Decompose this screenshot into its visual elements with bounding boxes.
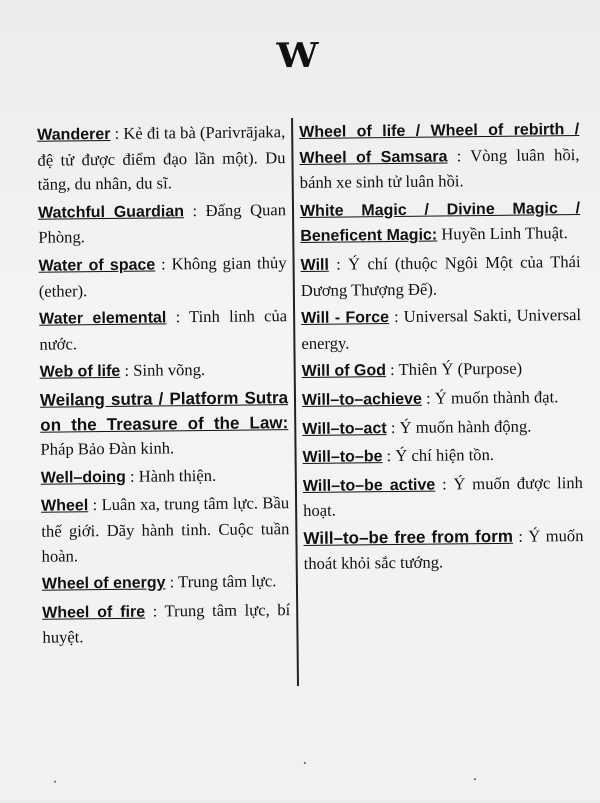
entry-term: Weilang sutra / Platform Sutra on the Treasure of the Law: — [39, 388, 289, 435]
glossary-entry — [40, 357, 288, 385]
glossary-entry — [37, 120, 286, 197]
left-column — [37, 120, 291, 653]
glossary-entry — [300, 196, 581, 250]
entry-definition: : Luân xa, trung tâm lực. Bầu thế giới. Dãy hành tinh. Cuộc tuần hoàn. — [41, 493, 290, 566]
entry-term: Watchful Guardian — [37, 202, 185, 222]
entry-definition: : Ý muốn thành đạt. — [421, 387, 559, 408]
entry-term: Will–to–be — [302, 448, 383, 467]
entry-term: Wheel of fire — [42, 603, 146, 622]
glossary-entry — [40, 386, 289, 462]
entry-definition: : Hành thiện. — [125, 465, 217, 486]
entry-definition: : Ý muốn thoát khỏi sắc tướng. — [303, 525, 584, 573]
entry-term: Wanderer — [37, 125, 111, 144]
entry-definition: : Trung tâm lực, bí huyệt. — [42, 599, 291, 647]
entry-term: Wheel — [41, 497, 89, 516]
entry-definition: : Ý chí hiện tồn. — [382, 445, 495, 466]
entry-term: Web of life — [39, 363, 121, 382]
glossary-entry — [38, 251, 287, 304]
entry-term: Will of God — [301, 362, 387, 381]
entry-term: Water elemental — [39, 309, 167, 328]
glossary-entry — [302, 385, 582, 414]
entry-term: Wheel of life / Wheel of rebirth / Wheel of Samsara — [299, 121, 580, 167]
entry-term: Will — [300, 256, 329, 274]
entry-definition: : Ý muốn hành động. — [386, 416, 532, 437]
entry-definition: : Không gian thủy (ether). — [38, 253, 287, 301]
glossary-entry — [39, 304, 288, 357]
entry-definition: : Trung tâm lực. — [165, 571, 277, 592]
entry-definition: : Ý muốn được linh hoạt. — [303, 472, 583, 521]
entry-definition: : Kẻ đi ta bà (Parivrājaka, đệ tử được điểm đạo lần một). Du tăng, du nhân, du sĩ. — [37, 122, 286, 194]
entry-definition: : Tinh linh của nước. — [39, 306, 288, 354]
entry-definition: : Đấng Quan Phòng. — [38, 199, 287, 248]
entry-definition: Huyền Linh Thuật. — [437, 223, 568, 244]
entry-definition: : Ý chí (thuộc Ngôi Một của Thái Dương Thượng Đế). — [300, 252, 581, 300]
glossary-entry — [302, 414, 582, 443]
entry-term: Will–to–be free from form — [303, 526, 514, 548]
entry-term: Water of space — [38, 256, 156, 275]
entry-definition: : Thiên Ý (Purpose) — [385, 359, 523, 380]
paper-speck — [54, 781, 56, 783]
right-column — [299, 117, 584, 579]
glossary-entry — [41, 491, 290, 568]
entry-definition: : Sinh võng. — [120, 360, 206, 381]
glossary-entry — [300, 250, 581, 303]
entry-definition: : Vòng luân hồi, bánh xe sinh tử luân hồi. — [299, 144, 580, 193]
glossary-entry — [42, 569, 290, 597]
glossary-entry — [41, 463, 289, 491]
column-divider — [291, 118, 298, 686]
section-letter-heading: W — [276, 35, 317, 77]
glossary-entry — [42, 598, 291, 651]
paper-speck — [474, 778, 476, 780]
glossary-entry — [302, 442, 582, 471]
entry-term: White Magic / Divine Magic / Beneficent Magic: — [299, 199, 581, 246]
entry-term: Wheel of energy — [41, 574, 166, 593]
glossary-entry — [303, 524, 583, 576]
glossary-entry — [302, 356, 582, 385]
paper-speck — [304, 762, 306, 764]
entry-term: Well–doing — [40, 468, 126, 487]
glossary-entry — [303, 471, 584, 524]
entry-term: Will–to–be active — [302, 476, 436, 495]
glossary-entry — [299, 117, 580, 196]
glossary-entry — [38, 198, 287, 251]
entry-definition: Pháp Bảo Đàn kinh. — [40, 438, 175, 459]
entry-definition: : Universal Sakti, Universal energy. — [301, 305, 582, 353]
entry-term: Will–to–act — [302, 419, 387, 438]
entry-term: Will–to–achieve — [301, 390, 422, 409]
glossary-entry — [301, 303, 582, 356]
entry-term: Will - Force — [301, 309, 390, 328]
